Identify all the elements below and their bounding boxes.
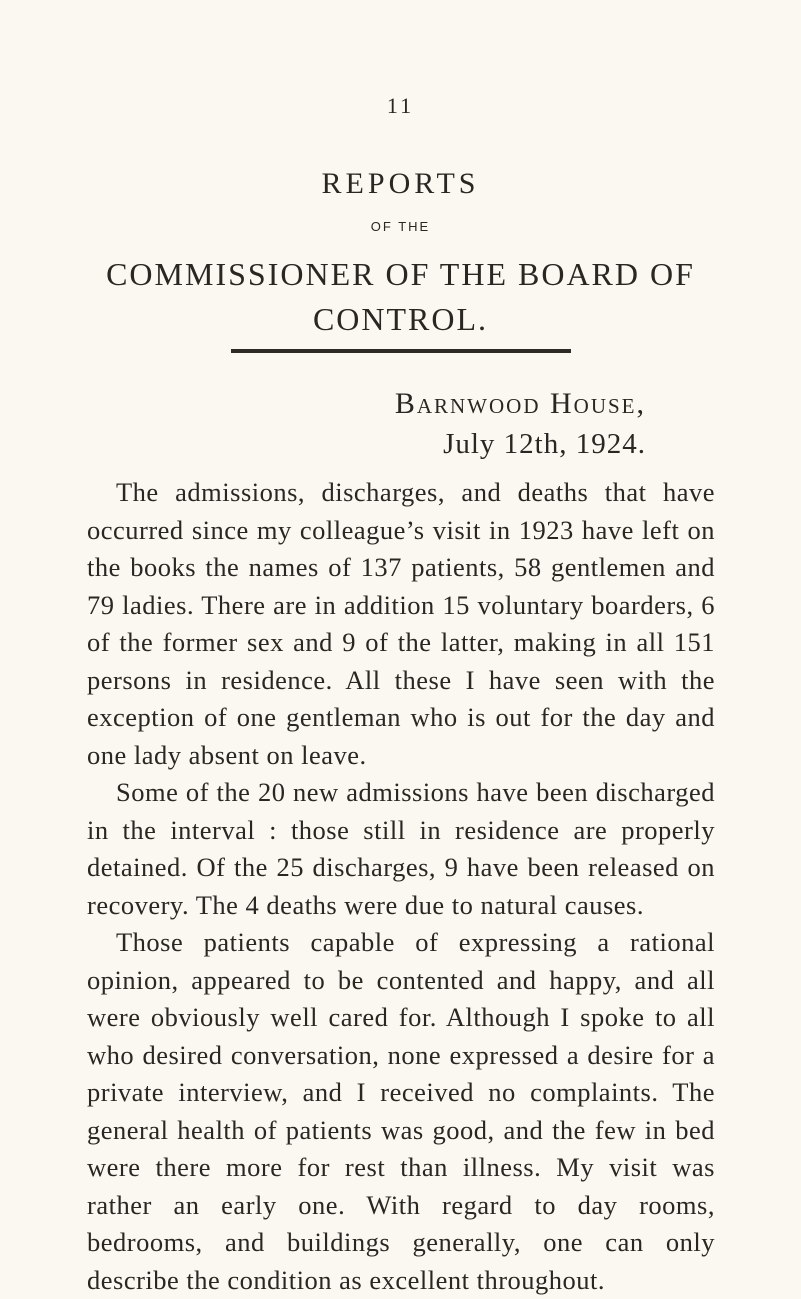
body-paragraph-1: The admissions, discharges, and deaths that have occurred since my colleague’s visit in 1923 have left on the books the names of 137 patients, 58 gentlemen and 79 ladies. There are in addition 15 voluntary boarders, 6 of the former sex and 9 of the latter, making in all 151 persons in residence. All these I have seen with the exception of one gentleman who is out for the day and one lady absent on leave.: [87, 477, 715, 770]
page-number: 11: [386, 93, 415, 118]
report-body: [87, 474, 715, 1299]
dateline-date: July 12th, 1924.: [443, 428, 646, 460]
dateline-place: Barnwood House,: [394, 387, 646, 420]
body-paragraph-2: Some of the 20 new admissions have been discharged in the interval : those still in residence are properly detained. Of the 25 discharges, 9 have been released on recovery. The 4 deaths were due to natural causes.: [87, 777, 715, 920]
report-heading-line-2: CONTROL.: [312, 301, 489, 337]
report-heading-line-1: COMMISSIONER OF THE BOARD OF: [106, 256, 695, 292]
body-paragraph-3: Those patients capable of expressing a rational opinion, appeared to be contented and happy, and all were obviously well cared for. Although I spoke to all who desired conversation, none expressed a desire for a private interview, and I received no complaints. The general health of patients was good, and the few in bed were there more for rest than illness. My visit was rather an early one. With regard to day rooms, bedrooms, and buildings generally, one can only describe the condition as excellent throughout.: [87, 927, 715, 1295]
report-subtitle-of-the: OF THE: [370, 219, 431, 234]
section-divider: [231, 349, 571, 353]
report-title: REPORTS: [321, 167, 480, 200]
